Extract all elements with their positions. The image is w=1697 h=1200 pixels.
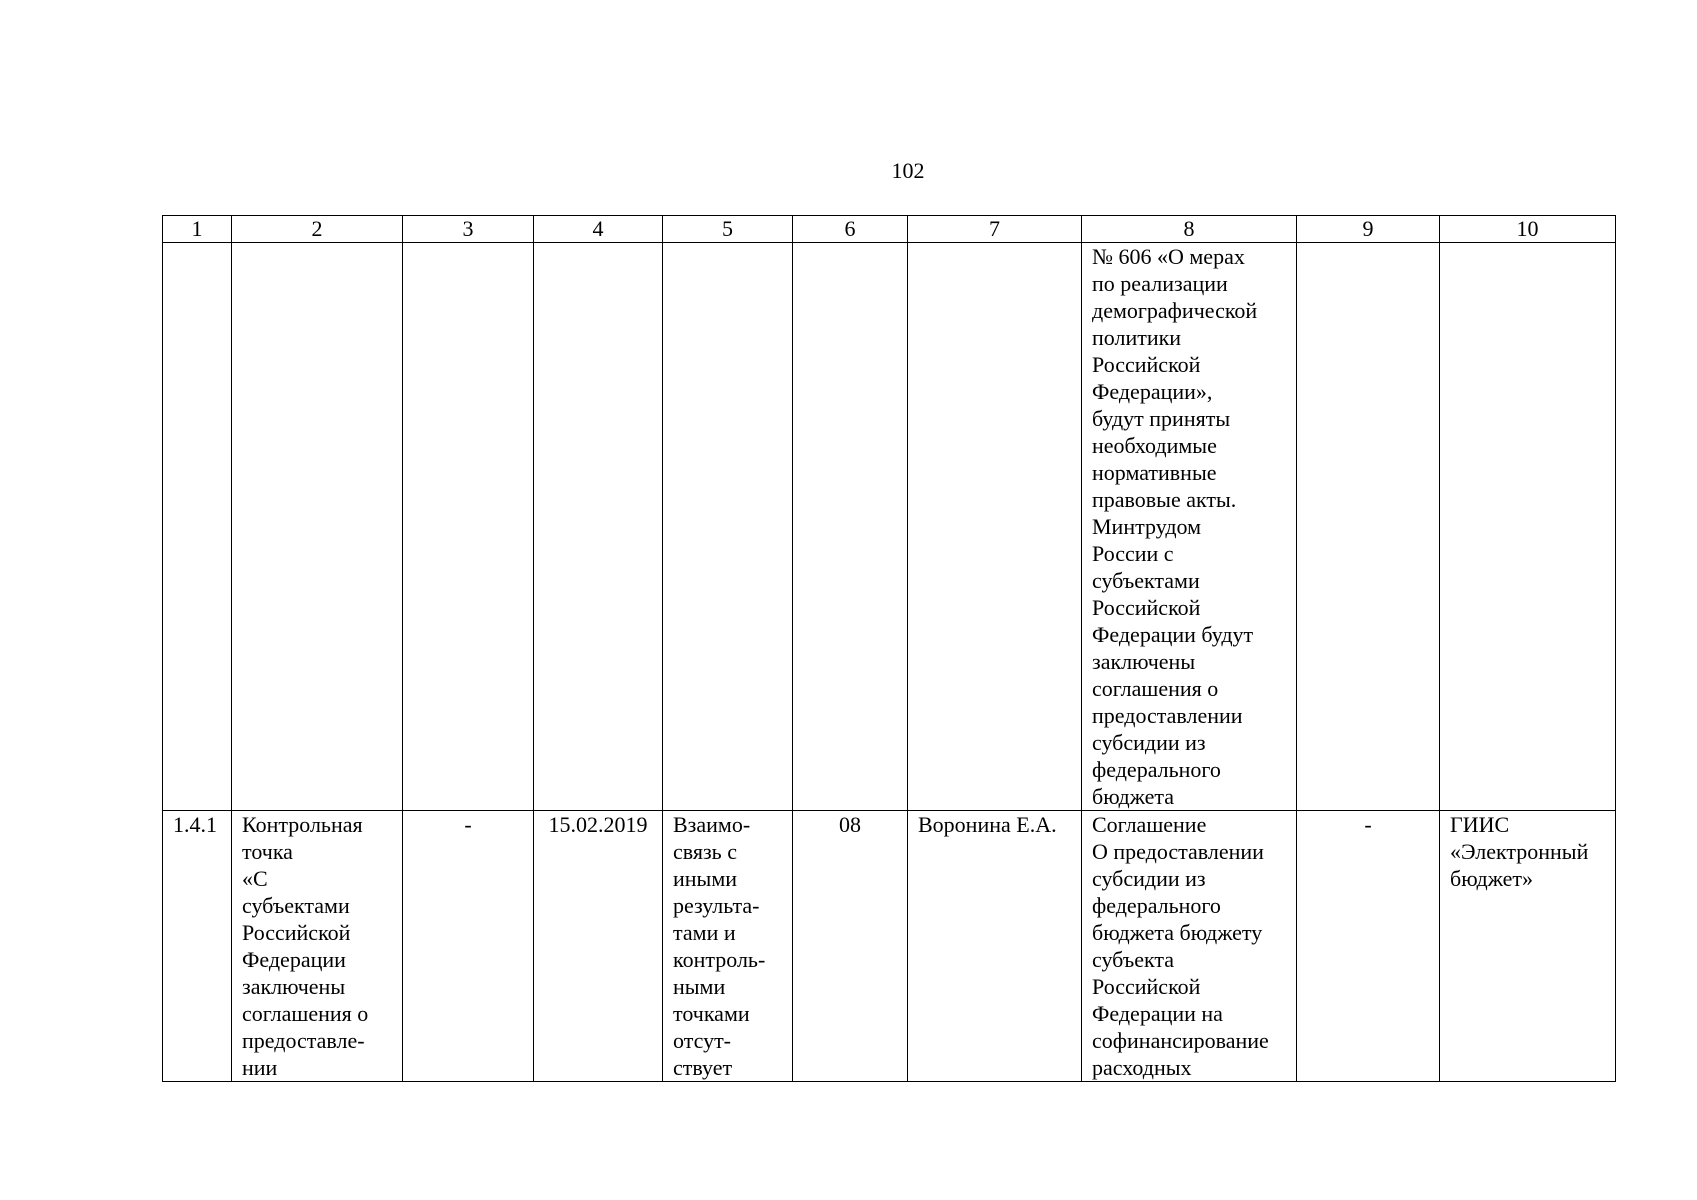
column-number-5: 5	[663, 216, 793, 243]
cell-text: -	[1364, 812, 1372, 837]
table-cell	[1440, 243, 1616, 811]
column-number-1: 1	[163, 216, 232, 243]
table-cell-relations	[663, 811, 793, 1082]
column-number-4: 4	[534, 216, 663, 243]
column-number-8: 8	[1082, 216, 1297, 243]
table-row-continuation	[163, 243, 1616, 811]
column-number-6: 6	[793, 216, 908, 243]
table-cell-date	[534, 811, 663, 1082]
table-cell-code	[793, 811, 908, 1082]
cell-text: Взаимо- связь с иными результа- тами и контроль- ными точками отсут- ствует	[673, 812, 766, 1080]
table-cell	[793, 243, 908, 811]
table-cell-responsible	[908, 811, 1082, 1082]
table-cell	[403, 811, 534, 1082]
table-cell	[163, 243, 232, 811]
column-number-row	[163, 216, 1616, 243]
cell-text: Воронина Е.А.	[918, 812, 1057, 837]
cell-text: ГИИС «Электронный бюджет»	[1450, 812, 1589, 891]
table-cell	[663, 243, 793, 811]
page-number: 102	[891, 158, 925, 183]
table-cell	[908, 243, 1082, 811]
cell-text: 15.02.2019	[548, 812, 648, 837]
cell-text: № 606 «О мерах по реализации демографической политики Российской Федерации», будут приняты необходимые нормативные правовые акты. Минтрудом России с субъектами Российской Федерации будут заключены соглашения о предоставлении субсидии из федерального бюджета	[1092, 244, 1258, 809]
table-cell	[1297, 811, 1440, 1082]
table-cell	[1297, 243, 1440, 811]
cell-text: 08	[839, 812, 861, 837]
table-cell	[403, 243, 534, 811]
column-number-7: 7	[908, 216, 1082, 243]
table-cell-title	[232, 811, 403, 1082]
document-table	[162, 215, 1616, 1082]
cell-text: Соглашение О предоставлении субсидии из федерального бюджета бюджету субъекта Российской Федерации на софинансирование расходных	[1092, 812, 1269, 1080]
table-cell-system	[1440, 811, 1616, 1082]
cell-text: Контрольная точка «С субъектами Российской Федерации заключены соглашения о предоставле- нии	[242, 812, 369, 1080]
cell-text: 1.4.1	[173, 812, 217, 837]
table-cell-description	[1082, 243, 1297, 811]
column-number-2: 2	[232, 216, 403, 243]
cell-text: -	[464, 812, 472, 837]
column-number-10: 10	[1440, 216, 1616, 243]
table-cell-number	[163, 811, 232, 1082]
table-cell-description	[1082, 811, 1297, 1082]
column-number-3: 3	[403, 216, 534, 243]
table-cell	[232, 243, 403, 811]
table-row-1-4-1	[163, 811, 1616, 1082]
column-number-9: 9	[1297, 216, 1440, 243]
table-cell	[534, 243, 663, 811]
